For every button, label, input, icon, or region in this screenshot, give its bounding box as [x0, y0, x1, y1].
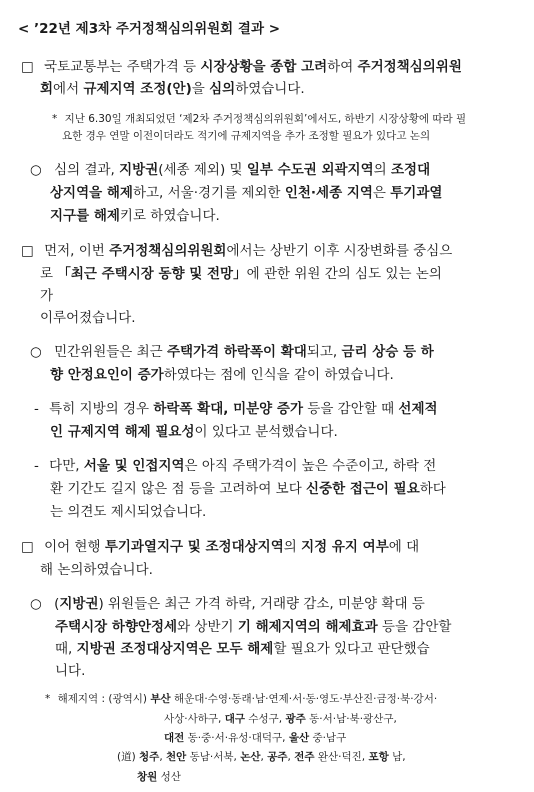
- text: 하였습니다.: [235, 81, 305, 97]
- emphasis: 투기과열: [390, 185, 443, 201]
- paragraph-3-line-1: [21, 245, 452, 259]
- emphasis: 주거정책심의위원회: [109, 243, 227, 259]
- text: 성산: [157, 771, 181, 783]
- emphasis: 공주: [267, 751, 288, 763]
- square-bullet-icon: □: [21, 59, 34, 75]
- text: 심의 결과,: [54, 162, 120, 178]
- text: ) 위원들은 최근 가격 하락, 거래량 감소, 미분양 확대 등: [98, 596, 425, 612]
- text: 등을 감안할: [377, 619, 452, 635]
- paragraph-6-line-2: [50, 483, 446, 497]
- text: 의: [283, 539, 302, 555]
- text: 와 상반기: [177, 619, 238, 635]
- emphasis: 조정대: [391, 162, 431, 178]
- emphasis: 대전: [164, 732, 185, 744]
- text: ,: [159, 751, 167, 763]
- paragraph-8-line-1: [30, 598, 425, 612]
- emphasis: 전주: [294, 751, 315, 763]
- emphasis: 선제적: [398, 401, 438, 417]
- emphasis: 일부 수도권 외곽지역: [246, 162, 374, 178]
- text: ,: [287, 751, 295, 763]
- square-bullet-icon: □: [21, 243, 34, 259]
- emphasis: 창원: [137, 771, 158, 783]
- emphasis: 주거정책심의위원: [357, 59, 462, 75]
- paragraph-2-line-1: [30, 164, 430, 178]
- paragraph-2-line-3: [50, 210, 220, 224]
- emphasis: 금리 상승 등 하: [341, 344, 434, 360]
- text: ,: [260, 751, 268, 763]
- text: 민간위원들은 최근: [54, 344, 167, 360]
- text: (: [54, 596, 60, 612]
- text: 하고, 서울·경기를 제외한: [132, 185, 285, 201]
- paragraph-3-line-2: [40, 268, 442, 282]
- emphasis: 주택시장 하향안정세: [55, 619, 178, 635]
- circle-bullet-icon: ○: [30, 162, 42, 178]
- text: 에 대: [388, 539, 420, 555]
- note-2-line-2: [164, 714, 397, 725]
- emphasis: 향 안정요인이 증가: [50, 367, 164, 383]
- paragraph-1-line-1: [21, 61, 462, 75]
- paragraph-5-line-1: [34, 403, 438, 417]
- text: 에서: [53, 81, 84, 97]
- emphasis: 광주: [285, 713, 306, 725]
- text: 이 있다고 분석했습니다.: [194, 424, 338, 440]
- emphasis: 투기과열지구 및 조정대상지역: [104, 539, 284, 555]
- text: 완산·덕진,: [314, 751, 369, 763]
- paragraph-6-line-1: [34, 460, 436, 474]
- paragraph-7-line-2: 해 논의하였습니다.: [40, 562, 153, 578]
- emphasis: 청주: [139, 751, 160, 763]
- square-bullet-icon: □: [21, 539, 34, 555]
- text: 의: [373, 162, 391, 178]
- text: 남,: [388, 751, 406, 763]
- emphasis: 인천·세종 지역: [284, 185, 373, 201]
- emphasis: 천안: [166, 751, 187, 763]
- emphasis: 하락폭 확대, 미분양 증가: [153, 401, 303, 417]
- emphasis: 울산: [288, 732, 310, 744]
- emphasis: 회: [40, 81, 54, 97]
- note-1-line-1: [52, 114, 466, 125]
- note-2-line-3: [164, 733, 346, 744]
- emphasis: 대구: [224, 713, 246, 725]
- note-1-line-2: 요한 경우 연말 이전이더라도 적기에 규제지역을 추가 조정할 필요가 있다고 논의: [62, 130, 431, 142]
- paragraph-6-line-3: 는 의견도 제시되었습니다.: [50, 504, 207, 520]
- text: 다만,: [49, 458, 84, 474]
- text: 을: [191, 81, 210, 97]
- emphasis: 지방권: [119, 162, 159, 178]
- paragraph-4-line-1: [30, 346, 434, 360]
- emphasis: 지정 유지 여부: [301, 539, 389, 555]
- text: 키로 하였습니다.: [119, 208, 220, 224]
- emphasis: 부산: [150, 693, 171, 705]
- text: 먼저, 이번: [44, 243, 110, 259]
- paragraph-4-line-2: [50, 369, 394, 383]
- text: 동남·서북,: [186, 751, 241, 763]
- dash-bullet-icon: -: [34, 401, 39, 417]
- note-2-line-4: [117, 752, 406, 763]
- text: 수성구,: [245, 713, 286, 725]
- emphasis: 논산: [240, 751, 261, 763]
- asterisk-icon: *: [52, 113, 58, 125]
- paragraph-8-line-3: [55, 643, 430, 657]
- note-text: 지난 6.30일 개최되었던 ‘제2차 주거정책심의위원회’에서도, 하반기 시장상황에 따라 필: [64, 113, 467, 125]
- emphasis: 주택가격 하락폭이 확대: [167, 344, 307, 360]
- text: 국토교통부는 주택가격 등: [44, 59, 201, 75]
- text: 환 기간도 길지 않은 점 등을 고려하여 보다: [50, 481, 307, 497]
- emphasis: 심의: [209, 81, 236, 97]
- note-2-line-5: [137, 772, 181, 783]
- text: 할 필요가 있다고 판단했습: [273, 641, 430, 657]
- text: 등을 감안할 때: [302, 401, 399, 417]
- emphasis: 규제지역 조정(안): [83, 81, 192, 97]
- document-title: < ’22년 제3차 주거정책심의위원회 결과 >: [18, 21, 281, 37]
- asterisk-icon: *: [45, 693, 51, 705]
- emphasis: 포항: [368, 751, 389, 763]
- emphasis: 지방권: [59, 596, 99, 612]
- text: 해운대·수영·동래·남·연제·서·동·영도·부산진·금정·북·강서·: [170, 693, 438, 705]
- paragraph-8-line-4: 니다.: [55, 663, 86, 679]
- dash-bullet-icon: -: [34, 458, 39, 474]
- paragraph-5-line-2: [50, 426, 338, 440]
- text: 에 관한 위원 간의 심도 있는 논의: [246, 266, 442, 282]
- emphasis: 신중한 접근이 필요: [306, 481, 420, 497]
- emphasis: 시장상황을 종합 고려: [200, 59, 328, 75]
- text: 사상·사하구,: [164, 713, 225, 725]
- paragraph-1-line-2: [40, 83, 305, 97]
- text: 하였다는 점에 인식을 같이 하였습니다.: [163, 367, 394, 383]
- emphasis: 지방권 조정대상지역은 모두 해제: [76, 641, 274, 657]
- note-label: 해제지역 : (광역시): [57, 693, 151, 705]
- emphasis: 상지역을 해제: [50, 185, 133, 201]
- emphasis: 지구를 해제: [50, 208, 120, 224]
- text: 은: [372, 185, 391, 201]
- paragraph-8-line-2: [55, 621, 451, 635]
- emphasis: 기 해제지역의 해제효과: [237, 619, 378, 635]
- emphasis: 「최근 주택시장 동향 및 전망」: [57, 266, 247, 282]
- paragraph-3-line-3: 가: [40, 288, 54, 304]
- text: 이어 현행: [44, 539, 105, 555]
- text: 에서는 상반기 이후 시장변화를 중심으: [226, 243, 453, 259]
- paragraph-2-line-2: [50, 187, 442, 201]
- text: 동·서·남·북·광산구,: [305, 713, 397, 725]
- circle-bullet-icon: ○: [30, 344, 42, 360]
- text: 하여: [327, 59, 358, 75]
- emphasis: 서울 및 인접지역: [83, 458, 185, 474]
- note-2-line-1: [45, 694, 437, 705]
- text: 로: [40, 266, 58, 282]
- text: (세종 제외) 및: [158, 162, 247, 178]
- text: 은 아직 주택가격이 높은 수준이고, 하락 전: [184, 458, 437, 474]
- paragraph-7-line-1: [21, 541, 419, 555]
- text: 특히 지방의 경우: [49, 401, 154, 417]
- paragraph-3-line-4: 이루어졌습니다.: [40, 310, 136, 326]
- text: (道): [117, 751, 140, 763]
- text: 동·중·서·유성·대덕구,: [184, 732, 289, 744]
- text: 되고,: [306, 344, 342, 360]
- text: 때,: [55, 641, 77, 657]
- text: 중·남구: [309, 732, 347, 744]
- emphasis: 인 규제지역 해제 필요성: [50, 424, 195, 440]
- circle-bullet-icon: ○: [30, 596, 42, 612]
- text: 하다: [419, 481, 446, 497]
